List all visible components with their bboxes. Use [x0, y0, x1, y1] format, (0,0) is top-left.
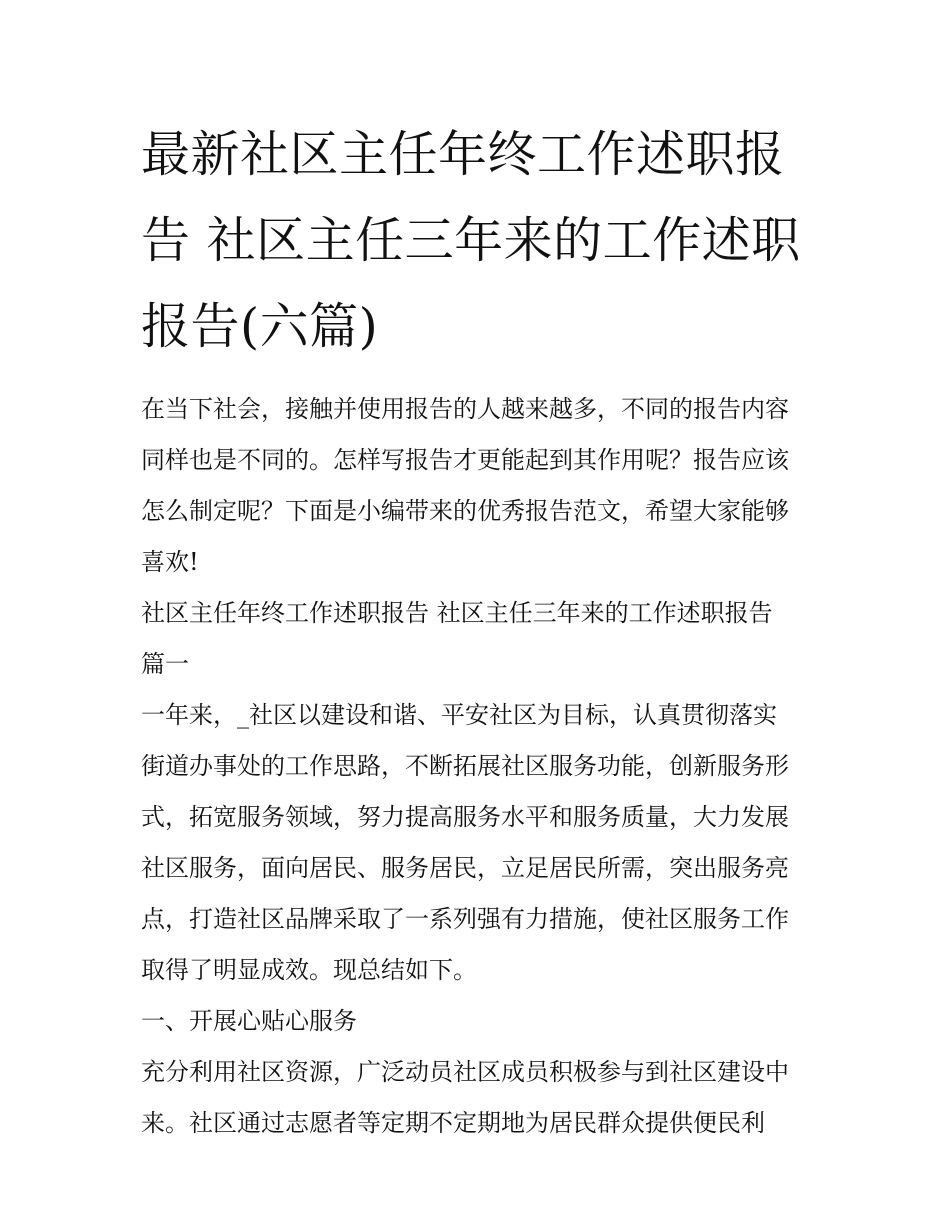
paragraph-1-line: 取得了明显成效。现总结如下。	[141, 956, 477, 984]
document-title	[141, 112, 813, 370]
paragraph-2-line: 充分利用社区资源，广泛动员社区成员积极参与到社区建设中	[141, 1058, 789, 1086]
article-title-line: 社区主任年终工作述职报告 社区主任三年来的工作述职报告	[141, 599, 773, 627]
intro-line: 在当下社会，接触并使用报告的人越来越多，不同的报告内容	[141, 395, 789, 423]
paragraph-1-line: 街道办事处的工作思路，不断拓展社区服务功能，创新服务形	[141, 752, 789, 780]
section-heading-text: 一、开展心贴心服务	[141, 1007, 357, 1035]
title-line: 最新社区主任年终工作述职报	[141, 126, 785, 183]
intro-line: 同样也是不同的。怎样写报告才更能起到其作用呢？报告应该	[141, 446, 789, 474]
intro-line: 喜欢!	[141, 548, 199, 576]
paragraph-2-line: 来。社区通过志愿者等定期不定期地为居民群众提供便民利	[141, 1109, 765, 1137]
paragraph-1	[141, 690, 813, 996]
paragraph-1-line: 式，拓宽服务领域，努力提高服务水平和服务质量，大力发展	[141, 803, 789, 831]
paragraph-1-line: 一年来，_社区以建设和谐、平安社区为目标，认真贯彻落实	[141, 701, 777, 729]
document-page	[141, 112, 813, 1149]
section-1-heading	[141, 996, 813, 1047]
document-body	[141, 384, 813, 1149]
article-title	[141, 588, 813, 690]
paragraph-2	[141, 1047, 813, 1149]
title-line: 报告(六篇)	[141, 298, 379, 355]
intro-line: 怎么制定呢？下面是小编带来的优秀报告范文，希望大家能够	[141, 497, 789, 525]
paragraph-1-line: 社区服务，面向居民、服务居民，立足居民所需，突出服务亮	[141, 854, 789, 882]
title-line: 告 社区主任三年来的工作述职	[141, 212, 801, 269]
article-title-line: 篇一	[141, 650, 189, 678]
intro-paragraph	[141, 384, 813, 588]
paragraph-1-line: 点，打造社区品牌采取了一系列强有力措施，使社区服务工作	[141, 905, 789, 933]
